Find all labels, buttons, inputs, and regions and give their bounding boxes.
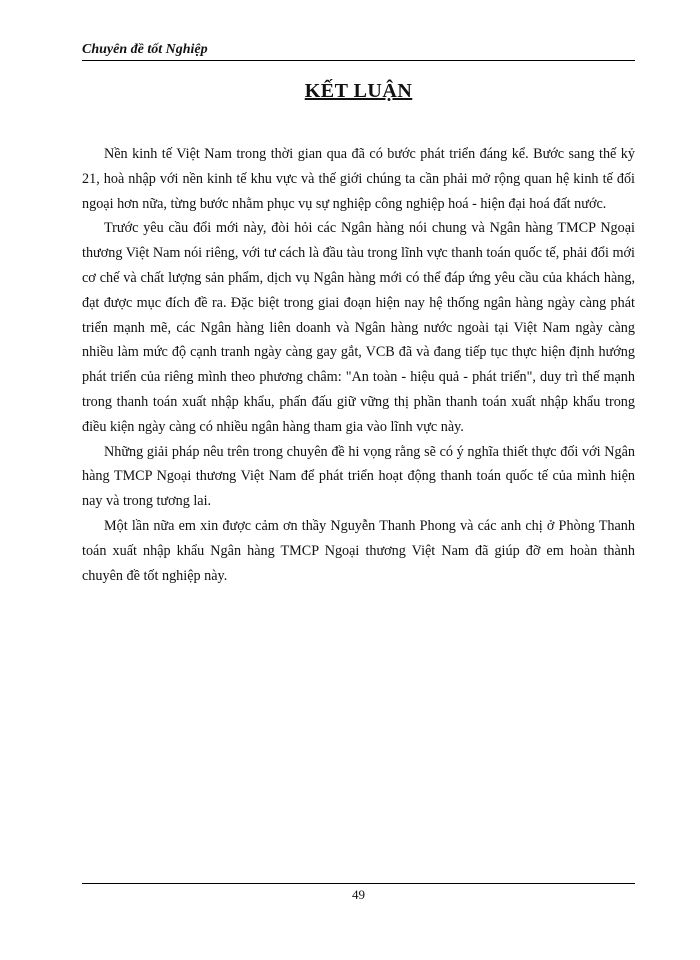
page-header — [82, 40, 635, 61]
paragraph-requirements: Trước yêu cầu đổi mới này, đòi hỏi các Ngân hàng nói chung và Ngân hàng TMCP Ngoại thương Việt Nam nói riêng, với tư cách là đầu tàu trong lĩnh vực thanh toán quốc tế, phải đổi mới cơ chế và chất lượng sản phẩm, dịch vụ Ngân hàng mới có thể đáp ứng yêu cầu của khách hàng, đạt được mục đích đề ra. Đặc biệt trong giai đoạn hiện nay hệ thống ngân hàng ngày càng phát triển mạnh mẽ, các Ngân hàng liên doanh và Ngân hàng nước ngoài tại Việt Nam ngày càng nhiều làm mức độ cạnh tranh ngày càng gay gắt, VCB đã và đang tiếp tục thực hiện định hướng phát triển của riêng mình theo phương châm: "An toàn - hiệu quả - phát triển", duy trì thế mạnh trong thanh toán xuất nhập khẩu, phấn đấu giữ vững thị phần thanh toán xuất nhập khẩu trong điều kiện ngày càng có nhiều ngân hàng tham gia vào lĩnh vực này. — [82, 220, 635, 435]
page-title: KẾT LUẬN — [304, 80, 413, 102]
paragraph-solutions: Những giải pháp nêu trên trong chuyên đề hi vọng rằng sẽ có ý nghĩa thiết thực đối với Ngân hàng TMCP Ngoại thương Việt Nam để phát triển hoạt động thanh toán quốc tế của mình hiện nay và trong tương lai. — [82, 443, 635, 510]
page-footer — [82, 883, 635, 902]
header-title: Chuyên đề tốt Nghiệp — [82, 42, 208, 57]
paragraph-intro: Nền kinh tế Việt Nam trong thời gian qua đã có bước phát triển đáng kể. Bước sang thế kỷ 21, hoà nhập với nền kinh tế khu vực và thế giới chúng ta cần phải mở rộng quan hệ kinh tế đối ngoại hơn nữa, từng bước nhằm phục vụ sự nghiệp công nghiệp hoá - hiện đại hoá đất nước. — [82, 146, 635, 212]
page-number: 49 — [352, 887, 365, 902]
document-body — [82, 142, 635, 588]
paragraph-acknowledgement: Một lần nữa em xin được cảm ơn thầy Nguyễn Thanh Phong và các anh chị ở Phòng Thanh toán xuất nhập khẩu Ngân hàng TMCP Ngoại thương Việt Nam đã giúp đỡ em hoàn thành chuyên đề tốt nghiệp này. — [82, 517, 635, 584]
